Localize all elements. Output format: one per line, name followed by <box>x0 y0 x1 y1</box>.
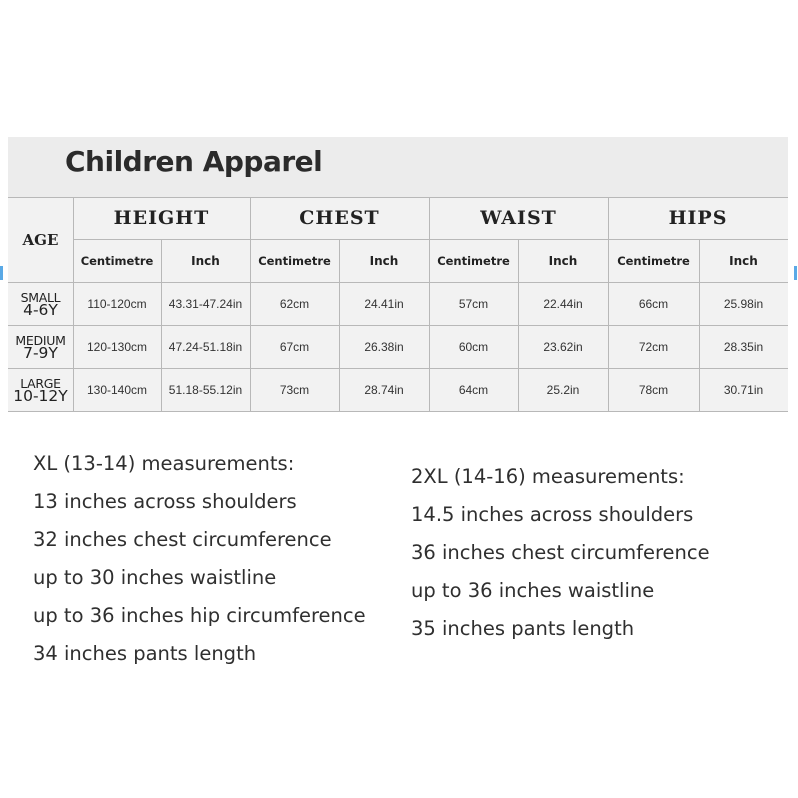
table-cell: 30.71in <box>723 382 764 397</box>
waist-inch-header: Inch <box>548 253 578 268</box>
table-cell: 51.18-55.12in <box>168 382 243 397</box>
xl-line: 13 inches across shoulders <box>33 490 297 513</box>
table-cell: 24.41in <box>364 296 404 311</box>
height-inch-header: Inch <box>191 253 220 268</box>
title-band <box>8 137 788 197</box>
table-cell: 110-120cm <box>87 296 147 311</box>
waist-header: WAIST <box>480 207 557 229</box>
2xl-line: 36 inches chest circumference <box>411 541 710 564</box>
table-title: Children Apparel <box>65 145 323 178</box>
table-cell: 26.38in <box>364 339 404 354</box>
edge-marker-right <box>794 266 797 280</box>
age-range: 4-6Y <box>23 300 58 319</box>
table-cell: 28.35in <box>723 339 764 354</box>
xl-line: 32 inches chest circumference <box>33 528 332 551</box>
table-cell: 120-130cm <box>86 339 148 354</box>
size-label: SMALL <box>20 289 61 305</box>
2xl-line: up to 36 inches waistline <box>411 579 655 602</box>
table-cell: 64cm <box>458 382 489 397</box>
chest-header: CHEST <box>299 207 380 229</box>
xl-line: up to 36 inches hip circumference <box>33 604 366 627</box>
edge-marker-left <box>0 266 3 280</box>
waist-cm-header: Centimetre <box>437 253 510 268</box>
age-header: AGE <box>22 230 59 249</box>
table-cell: 25.98in <box>723 296 764 311</box>
table-cell: 73cm <box>279 382 310 397</box>
size-label: MEDIUM <box>15 332 66 348</box>
xl-line: 34 inches pants length <box>33 642 257 665</box>
table-cell: 25.2in <box>546 382 580 397</box>
size-label: LARGE <box>20 375 61 391</box>
2xl-measurements <box>411 458 710 648</box>
table-cell: 78cm <box>638 382 669 397</box>
table-cell: 23.62in <box>543 339 583 354</box>
table-cell: 60cm <box>458 339 489 354</box>
size-chart <box>8 137 788 412</box>
table-cell: 62cm <box>279 296 310 311</box>
table-cell: 66cm <box>638 296 669 311</box>
table-cell: 43.31-47.24in <box>168 296 243 311</box>
hips-inch-header: Inch <box>729 253 758 268</box>
age-range: 10-12Y <box>13 386 68 405</box>
table-cell: 28.74in <box>364 382 404 397</box>
height-header: HEIGHT <box>113 207 210 229</box>
table-row-medium-age <box>8 325 73 368</box>
table-row-small-age <box>8 282 73 325</box>
xl-heading: XL (13-14) measurements: <box>33 452 295 475</box>
chest-inch-header: Inch <box>369 253 399 268</box>
table-cell: 67cm <box>279 339 310 354</box>
2xl-line: 35 inches pants length <box>411 617 635 640</box>
hips-cm-header: Centimetre <box>617 253 690 268</box>
table-cell: 130-140cm <box>86 382 148 397</box>
height-cm-header: Centimetre <box>80 253 154 268</box>
chest-cm-header: Centimetre <box>258 253 331 268</box>
table-cell: 57cm <box>458 296 489 311</box>
hips-header: HIPS <box>668 207 728 229</box>
xl-measurements <box>33 445 366 673</box>
table-row-large-age <box>8 368 73 411</box>
2xl-line: 14.5 inches across shoulders <box>411 503 694 526</box>
table-cell: 72cm <box>638 339 669 354</box>
xl-line: up to 30 inches waistline <box>33 566 277 589</box>
2xl-heading: 2XL (14-16) measurements: <box>411 465 685 488</box>
table-cell: 47.24-51.18in <box>168 339 243 354</box>
table-cell: 22.44in <box>543 296 583 311</box>
size-table <box>8 197 788 412</box>
age-range: 7-9Y <box>23 343 58 362</box>
